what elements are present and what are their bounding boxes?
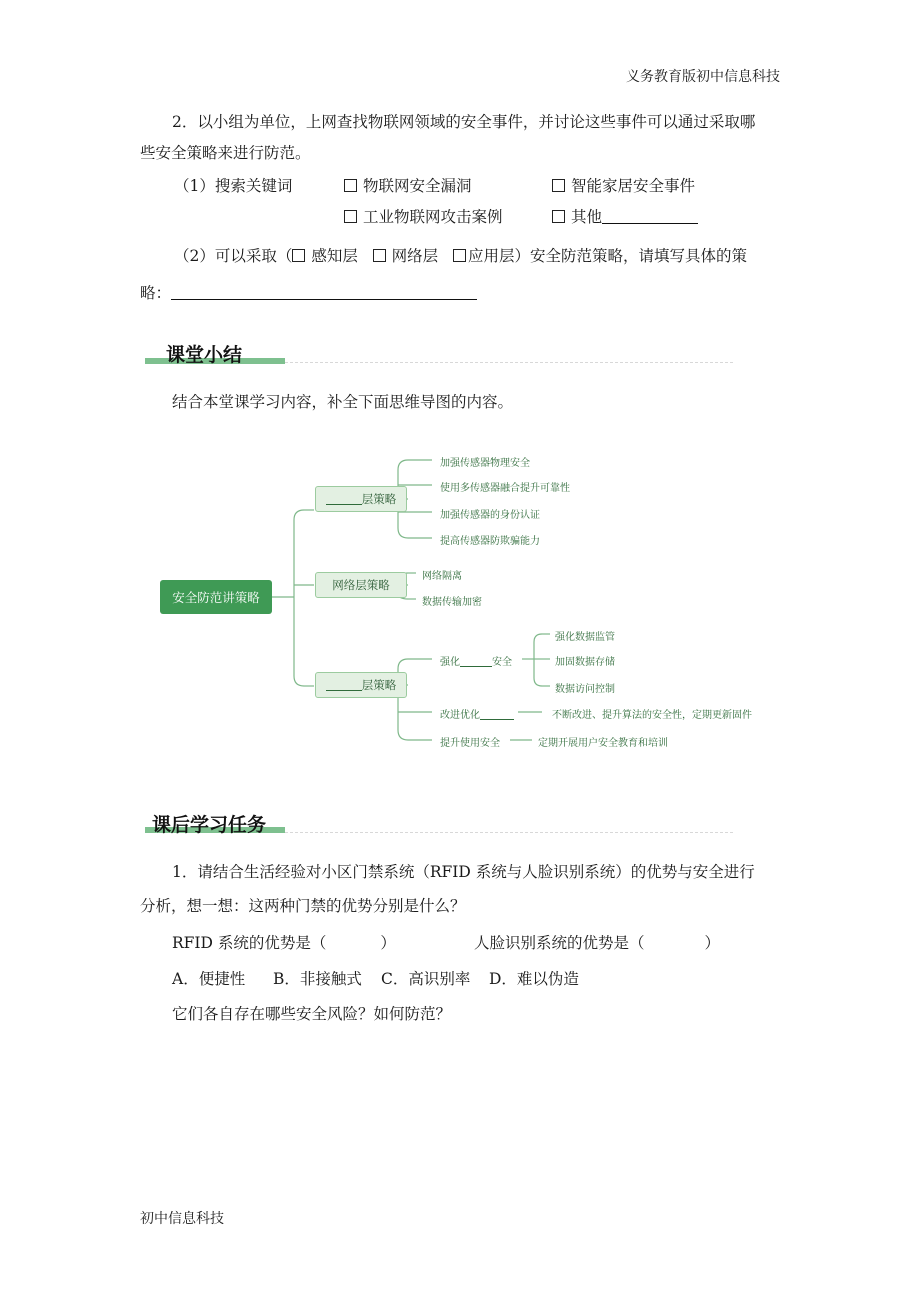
checkbox-icon [552,179,565,192]
mind-leaf: 定期开展用户安全教育和培训 [538,738,668,749]
option-smart-home[interactable]: 智能家居安全事件 [552,176,695,196]
section-title-summary: 课堂小结 [166,344,243,366]
other-blank[interactable] [602,207,698,224]
face-answer: 人脸识别系统的优势是（ ） [474,934,721,952]
q2-sub1-label: （1）搜索关键词 [174,177,293,195]
mind-leaf: 数据访问控制 [555,684,615,695]
application-blank[interactable] [326,679,362,691]
mind-leaf: 数据传输加密 [422,597,482,608]
hw-risk-question: 它们各自存在哪些安全风险？如何防范？ [172,1005,452,1023]
checkbox-icon[interactable] [453,249,466,262]
hw-q1-line2: 分析，想一想：这两种门禁的优势分别是什么？ [140,897,466,915]
strengthen-blank[interactable] [460,655,492,667]
q2-sub2: （2）可以采取（ 感知层 网络层 应用层）安全防范策略，请填写具体的策 [174,247,747,265]
rfid-answer: RFID 系统的优势是（ ） [172,934,396,952]
q2-line2: 些安全策略来进行防范。 [140,144,311,162]
mind-map [150,438,770,758]
choice-d: D．难以伪造 [489,970,579,988]
optimize-blank[interactable] [480,708,514,720]
page-footer: 初中信息科技 [140,1211,224,1227]
option-industrial-iot[interactable]: 工业物联网攻击案例 [344,207,503,227]
option-other[interactable]: 其他 [552,207,698,227]
page-header: 义务教育版初中信息科技 [626,69,780,85]
checkbox-icon[interactable] [292,249,305,262]
section-divider [285,362,733,363]
option-iot-vuln[interactable]: 物联网安全漏洞 [344,176,472,196]
hw-q1-line1: 1．请结合生活经验对小区门禁系统（RFID 系统与人脸识别系统）的优势与安全进行 [172,863,755,881]
mind-leaf: 加固数据存储 [555,657,615,668]
mind-leaf: 加强传感器物理安全 [440,458,530,469]
mind-branch-network: 网络层策略 [315,572,407,598]
mind-sub-optimize: 改进优化 [440,706,514,721]
choice-b: B．非接触式 [273,970,362,988]
mind-root-node: 安全防范讲策略 [160,580,272,614]
mind-branch-application: 层策略 [315,672,407,698]
section-title-homework: 课后学习任务 [152,814,267,836]
choice-c: C．高识别率 [381,970,471,988]
mind-sub-strengthen: 强化 安全 [440,657,512,668]
mind-leaf: 不断改进、提升算法的安全性，定期更新固件 [552,710,752,721]
q2-sub2-answer: 略： [140,283,477,303]
mind-sub-usage: 提升使用安全 [440,738,500,749]
mind-leaf: 网络隔离 [422,571,462,582]
checkbox-icon [552,210,565,223]
choice-a: A．便捷性 [172,970,246,988]
checkbox-icon [344,179,357,192]
checkbox-icon [344,210,357,223]
strategy-blank[interactable] [171,283,477,300]
summary-intro: 结合本堂课学习内容，补全下面思维导图的内容。 [172,393,514,411]
mind-leaf: 强化数据监管 [555,632,615,643]
mind-leaf: 使用多传感器融合提升可靠性 [440,483,570,494]
checkbox-icon[interactable] [373,249,386,262]
mind-branch-perception: 层策略 [315,486,407,512]
mind-leaf: 提高传感器防欺骗能力 [440,536,540,547]
section-divider [285,832,733,833]
q2-line1: 2．以小组为单位，上网查找物联网领域的安全事件，并讨论这些事件可以通过采取哪 [172,113,756,131]
perception-blank[interactable] [326,493,362,505]
mind-leaf: 加强传感器的身份认证 [440,510,540,521]
